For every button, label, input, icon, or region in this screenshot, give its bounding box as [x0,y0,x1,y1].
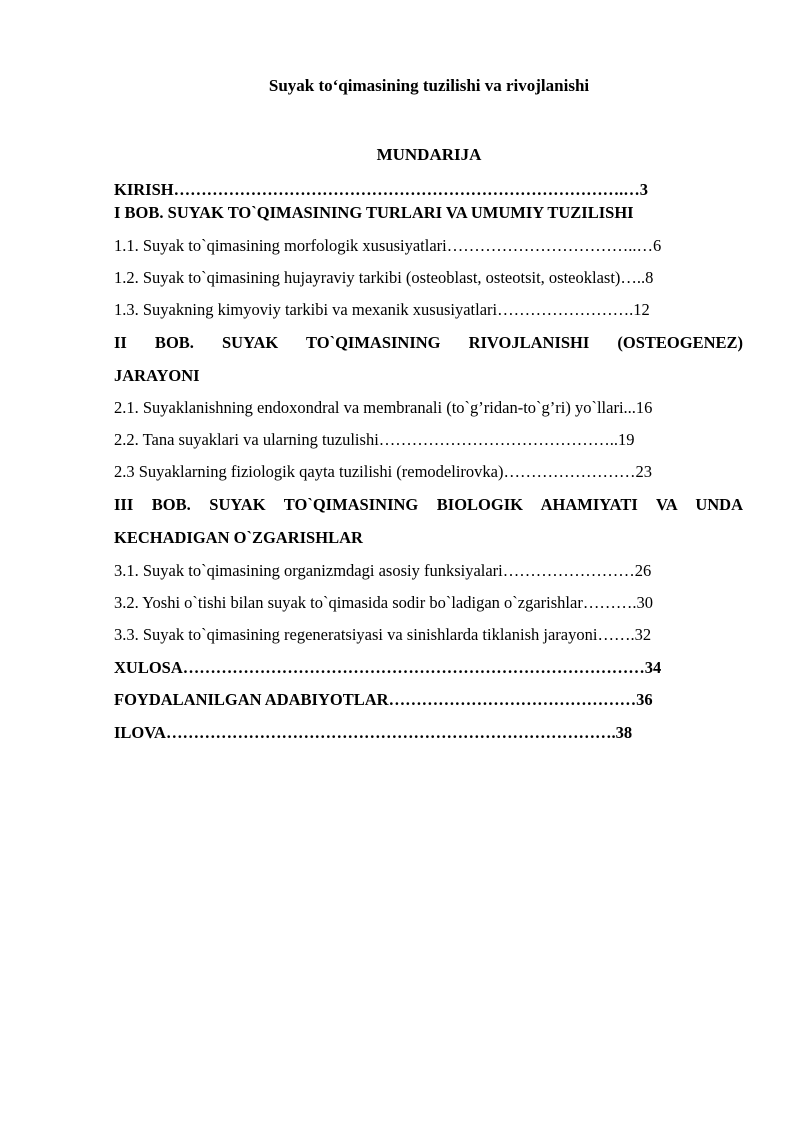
toc-entry-appendix: ILOVA……………………………………………………………………….38 [114,723,633,742]
toc-entry-conclusion: XULOSA…………………………………………………………………………34 [114,658,662,677]
toc-entry-2-3: 2.3 Suyaklarning fiziologik qayta tuzilishi (remodelirovka)……………………23 [114,462,652,481]
toc-entry-1-1: 1.1. Suyak to`qimasining morfologik xususiyatlari……………………………..…6 [114,236,662,255]
toc-entry-1-3: 1.3. Suyakning kimyoviy tarkibi va mexanik xususiyatlari…………………….12 [114,300,650,319]
toc-entry-3-3: 3.3. Suyak to`qimasining regeneratsiyasi va sinishlarda tiklanish jarayoni…….32 [114,625,652,644]
toc-entry-2-2: 2.2. Tana suyaklari va ularning tuzulishi……………………………………..19 [114,430,635,449]
toc-entry-references: FOYDALANILGAN ADABIYOTLAR………………………………………36 [114,690,653,709]
toc-entry-2-1: 2.1. Suyaklanishning endoxondral va membranali (to`g’ridan-to`g’ri) yo`llari...16 [114,398,653,417]
toc-entry-1-2: 1.2. Suyak to`qimasining hujayraviy tarkibi (osteoblast, osteotsit, osteoklast)…..8 [114,268,654,287]
toc-entry-chapter-2: II BOB. SUYAK TO`QIMASINING RIVOJLANISHI (OSTEOGENEZ) [114,333,743,352]
toc-entry-chapter-3-cont: KECHADIGAN O`ZGARISHLAR [114,528,363,547]
toc-entry-chapter-1: I BOB. SUYAK TO`QIMASINING TURLARI VA UMUMIY TUZILISHI [114,203,634,222]
toc-entry-3-2: 3.2. Yoshi o`tishi bilan suyak to`qimasida sodir bo`ladigan o`zgarishlar……….30 [114,593,653,612]
toc-entry-3-1: 3.1. Suyak to`qimasining organizmdagi asosiy funksiyalari……………………26 [114,561,652,580]
toc-entry-intro: KIRISH……………………………………………………………………….…3 [114,180,648,199]
toc-entry-chapter-3: III BOB. SUYAK TO`QIMASINING BIOLOGIK AHAMIYATI VA UNDA [114,495,743,514]
toc-entry-chapter-2-cont: JARAYONI [114,366,200,385]
document-title: Suyak to‘qimasining tuzilishi va rivojlanishi [268,76,590,95]
toc-heading: MUNDARIJA [376,145,482,164]
